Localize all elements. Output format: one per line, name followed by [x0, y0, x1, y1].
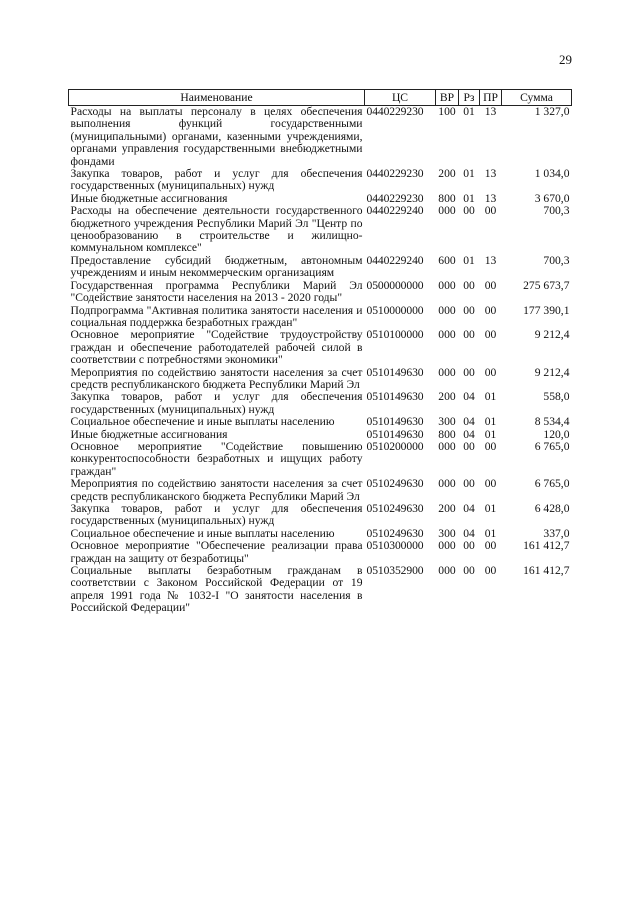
cell-cs: 0510249630 — [366, 526, 424, 540]
cell-name: Расходы на обеспечение деятельности государственного бюджетного учреждения Республики Марий Эл "Центр по ценообразованию в строительстве и жилищно-коммунальном комплексе" — [70, 204, 363, 255]
table-row — [69, 305, 572, 330]
cell-pr: 00 — [484, 204, 497, 218]
header-sum: Сумма — [502, 90, 572, 106]
table-row — [69, 329, 572, 366]
cell-name: Расходы на выплаты персоналу в целях обеспечения выполнения функций государственными (муниципальными) органами, казенными учреждениями, органами управления государственными внебюджетными фондами — [70, 105, 363, 168]
header-rz: Рз — [459, 90, 480, 106]
cell-sum: 6 428,0 — [534, 502, 570, 515]
cell-cs: 0510149630 — [366, 427, 424, 441]
cell-vr: 000 — [438, 539, 456, 553]
table-row — [69, 367, 572, 392]
cell-pr: 00 — [484, 365, 497, 379]
cell-vr: 200 — [438, 167, 456, 181]
table-row — [69, 280, 572, 305]
page-number: 29 — [559, 52, 572, 67]
cell-rz: 00 — [463, 365, 475, 379]
cell-sum: 1 034,0 — [534, 167, 570, 181]
cell-name: Социальное обеспечение и иные выплаты населению — [70, 526, 335, 540]
cell-pr: 00 — [484, 477, 497, 491]
table-body — [69, 106, 572, 615]
header-row — [69, 90, 572, 106]
cell-cs: 0510249630 — [366, 502, 424, 515]
cell-vr: 000 — [438, 303, 456, 317]
cell-name: Иные бюджетные ассигнования — [70, 427, 228, 441]
cell-cs: 0440229230 — [366, 191, 424, 205]
cell-name: Мероприятия по содействию занятости населения за счет средств республиканского бюджета Республики Марий Эл — [70, 365, 363, 391]
cell-name: Закупка товаров, работ и услуг для обеспечения государственных (муниципальных) нужд — [70, 167, 363, 193]
cell-vr: 300 — [438, 526, 456, 540]
cell-sum: 161 412,7 — [523, 539, 570, 553]
cell-vr: 000 — [438, 365, 456, 379]
cell-rz: 00 — [463, 539, 475, 553]
cell-vr: 600 — [438, 253, 456, 267]
cell-vr: 800 — [438, 427, 456, 441]
table-row — [69, 255, 572, 280]
cell-cs: 0510200000 — [366, 439, 424, 453]
cell-cs: 0440229230 — [366, 167, 424, 181]
cell-rz: 01 — [463, 167, 475, 181]
cell-sum: 6 765,0 — [534, 439, 570, 453]
cell-sum: 700,3 — [543, 204, 570, 218]
cell-vr: 200 — [438, 502, 456, 515]
cell-pr: 01 — [484, 502, 497, 515]
table-row — [69, 168, 572, 193]
cell-sum: 8 534,4 — [534, 415, 570, 429]
cell-vr: 000 — [438, 278, 456, 292]
cell-sum: 1 327,0 — [534, 105, 570, 118]
table-row — [69, 478, 572, 503]
cell-rz: 01 — [463, 253, 475, 267]
cell-sum: 120,0 — [543, 427, 570, 441]
cell-pr: 13 — [484, 167, 497, 181]
cell-name: Основное мероприятие "Содействие трудоустройству граждан и обеспечение работодателей рабочей силой в соответствии с потребностями экономики" — [70, 328, 363, 367]
cell-pr: 00 — [484, 439, 497, 453]
table-row — [69, 106, 572, 169]
cell-rz: 01 — [463, 191, 475, 205]
cell-cs: 0440229240 — [366, 253, 424, 267]
cell-cs: 0510100000 — [366, 328, 424, 342]
cell-pr: 00 — [484, 539, 497, 553]
cell-sum: 3 670,0 — [534, 191, 570, 205]
cell-sum: 177 390,1 — [523, 303, 570, 317]
cell-cs: 0510249630 — [366, 477, 424, 491]
budget-table — [68, 89, 572, 615]
cell-sum: 9 212,4 — [534, 365, 570, 379]
cell-rz: 00 — [463, 564, 475, 578]
table-row — [69, 391, 572, 416]
cell-pr: 00 — [484, 328, 497, 342]
cell-sum: 700,3 — [543, 253, 570, 267]
cell-pr: 01 — [484, 415, 497, 429]
header-pr: ПР — [480, 90, 502, 106]
cell-name: Подпрограмма "Активная политика занятости населения и социальная поддержка безработных граждан" — [70, 303, 363, 329]
cell-vr: 100 — [438, 105, 456, 118]
cell-rz: 04 — [463, 526, 475, 540]
cell-cs: 0440229240 — [366, 204, 424, 218]
cell-cs: 0510149630 — [366, 365, 424, 379]
cell-vr: 000 — [438, 477, 456, 491]
cell-cs: 0510149630 — [366, 415, 424, 429]
table-row — [69, 503, 572, 528]
cell-sum: 9 212,4 — [534, 328, 570, 342]
cell-vr: 000 — [438, 328, 456, 342]
cell-vr: 200 — [438, 390, 456, 404]
cell-cs: 0510300000 — [366, 539, 424, 553]
cell-pr: 13 — [484, 191, 497, 205]
table-row — [69, 565, 572, 615]
cell-rz: 00 — [463, 439, 475, 453]
cell-vr: 000 — [438, 204, 456, 218]
cell-name: Государственная программа Республики Марий Эл "Содействие занятости населения на 2013 - 2020 годы" — [70, 278, 363, 305]
cell-name: Закупка товаров, работ и услуг для обеспечения государственных (муниципальных) нужд — [70, 390, 363, 416]
cell-vr: 000 — [438, 564, 456, 578]
cell-rz: 00 — [463, 328, 475, 342]
cell-pr: 00 — [484, 278, 497, 292]
header-vr: ВР — [436, 90, 459, 106]
cell-name: Социальные выплаты безработным гражданам в соответствии с Законом Российской Федерации от 19 апреля 1991 года № 1032-I "О занятости населения в Российской Федерации" — [70, 564, 363, 615]
cell-rz: 04 — [463, 415, 475, 429]
cell-name: Социальное обеспечение и иные выплаты населению — [70, 415, 335, 429]
cell-rz: 00 — [463, 303, 475, 317]
cell-sum: 161 412,7 — [523, 564, 570, 578]
cell-pr: 01 — [484, 390, 497, 404]
cell-rz: 00 — [463, 477, 475, 491]
cell-sum: 6 765,0 — [534, 477, 570, 491]
table-row — [69, 205, 572, 255]
cell-pr: 01 — [484, 427, 497, 441]
cell-cs: 0500000000 — [366, 278, 424, 292]
cell-vr: 000 — [438, 439, 456, 453]
cell-vr: 800 — [438, 191, 456, 205]
cell-name: Иные бюджетные ассигнования — [70, 191, 228, 205]
cell-pr: 00 — [484, 564, 497, 578]
table-row — [69, 441, 572, 478]
cell-rz: 04 — [463, 502, 475, 515]
cell-rz: 04 — [463, 390, 475, 404]
cell-cs: 0510352900 — [366, 564, 424, 578]
header-name: Наименование — [69, 90, 365, 106]
cell-sum: 558,0 — [543, 390, 570, 404]
cell-name: Основное мероприятие "Содействие повышению конкурентоспособности безработных и ищущих работу граждан" — [70, 439, 363, 478]
cell-pr: 13 — [484, 253, 497, 267]
cell-rz: 00 — [463, 278, 475, 292]
table-header — [69, 90, 572, 106]
table-row — [69, 416, 572, 428]
cell-cs: 0440229230 — [366, 105, 424, 118]
cell-cs: 0510000000 — [366, 303, 424, 317]
cell-vr: 300 — [438, 415, 456, 429]
cell-name: Мероприятия по содействию занятости населения за счет средств республиканского бюджета Республики Марий Эл — [70, 477, 363, 503]
cell-name: Предоставление субсидий бюджетным, автономным учреждениям и иным некоммерческим организациям — [70, 253, 363, 280]
cell-cs: 0510149630 — [366, 390, 424, 404]
cell-rz: 01 — [463, 105, 475, 118]
header-cs: ЦС — [365, 90, 436, 106]
table-row — [69, 540, 572, 565]
cell-pr: 00 — [484, 303, 497, 317]
cell-rz: 00 — [463, 204, 475, 218]
cell-pr: 13 — [484, 105, 497, 118]
cell-sum: 275 673,7 — [523, 278, 570, 292]
cell-pr: 01 — [484, 526, 497, 540]
cell-name: Основное мероприятие "Обеспечение реализации права граждан на защиту от безработицы" — [70, 539, 363, 565]
cell-name: Закупка товаров, работ и услуг для обеспечения государственных (муниципальных) нужд — [70, 502, 363, 528]
cell-rz: 04 — [463, 427, 475, 441]
cell-sum: 337,0 — [543, 526, 570, 540]
